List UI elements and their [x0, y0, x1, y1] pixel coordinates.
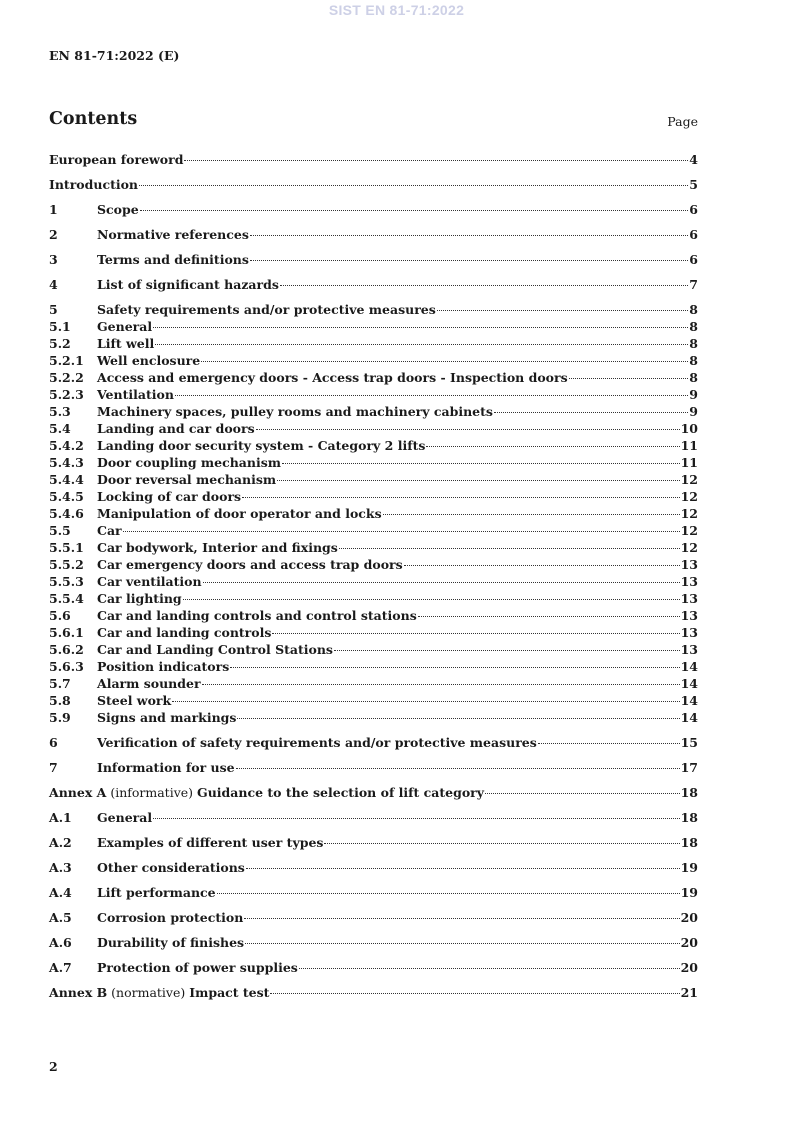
toc-entry[interactable]: [49, 251, 698, 268]
dot-leader: [237, 718, 679, 719]
dot-leader: [201, 361, 688, 362]
toc-entry-page: 15: [680, 735, 698, 750]
toc-entry[interactable]: [49, 386, 698, 403]
toc-entry-title: Door coupling mechanism: [97, 455, 281, 470]
toc-entry-title: Landing and car doors: [97, 421, 255, 436]
toc-entry-title: Car bodywork, Interior and fixings: [97, 540, 338, 555]
annex-type: (normative): [107, 985, 190, 1000]
dot-leader: [270, 993, 679, 994]
annex-title: Impact test: [189, 985, 270, 1000]
toc-entry[interactable]: [49, 573, 698, 590]
toc-entry-title: Car: [97, 523, 122, 538]
toc-entry[interactable]: [49, 859, 698, 876]
dot-leader: [277, 480, 679, 481]
toc-entry-page: 14: [680, 659, 698, 674]
toc-entry-number: A.7: [49, 960, 72, 975]
toc-entry-page: 5: [689, 177, 698, 192]
toc-entry-title: Information for use: [97, 760, 235, 775]
toc-entry-page: 12: [680, 540, 698, 555]
toc-entry[interactable]: [49, 759, 698, 776]
toc-entry-number: 5.4: [49, 421, 71, 436]
toc-entry-title: Other considerations: [97, 860, 245, 875]
toc-entry-number: 5.5.4: [49, 591, 84, 606]
toc-entry-title: Landing door security system - Category 2 lifts: [97, 438, 426, 453]
toc-entry-title: List of significant hazards: [97, 277, 279, 292]
annex-label: Annex B: [49, 985, 108, 1000]
dot-leader: [230, 667, 679, 668]
toc-entry-page: 11: [680, 455, 698, 470]
toc-entry-title: [49, 784, 484, 801]
toc-entry[interactable]: [49, 607, 698, 624]
toc-entry-page: 6: [689, 202, 698, 217]
toc-entry-number: 5.2.2: [49, 370, 84, 385]
dot-leader: [246, 868, 680, 869]
dot-leader: [183, 599, 680, 600]
toc-entry[interactable]: [49, 675, 698, 692]
page-column-label: Page: [667, 114, 698, 129]
dot-leader: [437, 310, 689, 311]
toc-entry[interactable]: [49, 352, 698, 369]
dot-leader: [153, 327, 688, 328]
dot-leader: [324, 843, 679, 844]
toc-entry-title: Manipulation of door operator and locks: [97, 506, 382, 521]
dot-leader: [184, 160, 688, 161]
toc-entry-page: 20: [680, 910, 698, 925]
toc-entry-page: 8: [689, 319, 698, 334]
toc-entry-page: 13: [680, 642, 698, 657]
toc-entry-page: 6: [689, 227, 698, 242]
toc-entry-number: 3: [49, 252, 58, 267]
dot-leader: [272, 633, 679, 634]
toc-entry-number: A.4: [49, 885, 72, 900]
toc-entry-title: Introduction: [49, 177, 139, 192]
dot-leader: [299, 968, 680, 969]
toc-entry-page: 17: [680, 760, 698, 775]
toc-entry-title: Locking of car doors: [97, 489, 242, 504]
toc-entry-title: Terms and definitions: [97, 252, 249, 267]
toc-entry-number: 5.3: [49, 404, 71, 419]
toc-entry-number: 5.4.4: [49, 472, 84, 487]
toc-entry[interactable]: [49, 226, 698, 243]
toc-entry[interactable]: [49, 454, 698, 471]
toc-entry-number: 5.5.3: [49, 574, 84, 589]
toc-entry[interactable]: [49, 959, 698, 976]
toc-entry-title: General: [97, 319, 153, 334]
toc-entry-title: Lift performance: [97, 885, 216, 900]
toc-entry[interactable]: [49, 934, 698, 951]
dot-leader: [282, 463, 680, 464]
toc-entry-title: Car and landing controls and control stations: [97, 608, 417, 623]
dot-leader: [202, 684, 680, 685]
dot-leader: [203, 582, 680, 583]
toc-entry-page: 13: [680, 625, 698, 640]
toc-entry-title: Car ventilation: [97, 574, 202, 589]
dot-leader: [139, 185, 688, 186]
dot-leader: [280, 285, 688, 286]
toc-entry-title: Well enclosure: [97, 353, 201, 368]
toc-entry[interactable]: [49, 420, 698, 437]
toc-entry-number: 6: [49, 735, 58, 750]
toc-entry-title: European foreword: [49, 152, 184, 167]
toc-entry-title: Examples of different user types: [97, 835, 324, 850]
toc-entry[interactable]: [49, 909, 698, 926]
toc-entry[interactable]: [49, 734, 698, 751]
toc-entry-number: 5.6.1: [49, 625, 84, 640]
toc-entry-page: 12: [680, 472, 698, 487]
toc-entry-page: 7: [689, 277, 698, 292]
toc-entry[interactable]: [49, 437, 698, 454]
toc-entry[interactable]: [49, 692, 698, 709]
toc-entry-page: 12: [680, 489, 698, 504]
dot-leader: [123, 531, 680, 532]
toc-entry[interactable]: [49, 151, 698, 168]
toc-entry-title: Car lighting: [97, 591, 182, 606]
dot-leader: [245, 943, 679, 944]
annex-type: (informative): [106, 785, 198, 800]
toc-entry-page: 13: [680, 608, 698, 623]
toc-entry[interactable]: [49, 369, 698, 386]
toc-entry[interactable]: [49, 709, 698, 726]
toc-entry-number: 5.2.3: [49, 387, 84, 402]
toc-entry-title: Alarm sounder: [97, 676, 201, 691]
toc-entry[interactable]: [49, 176, 698, 193]
toc-entry[interactable]: [49, 505, 698, 522]
toc-entry-page: 9: [689, 404, 698, 419]
toc-entry-title: Protection of power supplies: [97, 960, 298, 975]
toc-entry[interactable]: [49, 318, 698, 335]
toc-entry-number: 5.7: [49, 676, 71, 691]
document-header: EN 81-71:2022 (E): [49, 48, 180, 63]
toc-entry-page: 14: [680, 676, 698, 691]
toc-entry-number: 7: [49, 760, 58, 775]
toc-entry-number: 5.9: [49, 710, 71, 725]
toc-entry[interactable]: [49, 403, 698, 420]
toc-entry-title: Normative references: [97, 227, 249, 242]
toc-entry-title: General: [97, 810, 153, 825]
toc-entry-number: A.1: [49, 810, 72, 825]
toc-entry-title: Signs and markings: [97, 710, 237, 725]
toc-entry[interactable]: [49, 301, 698, 318]
toc-entry[interactable]: [49, 884, 698, 901]
toc-entry-page: 12: [680, 523, 698, 538]
dot-leader: [242, 497, 680, 498]
toc-entry-number: 5.5.2: [49, 557, 84, 572]
dot-leader: [175, 395, 688, 396]
toc-entry-number: 5.2.1: [49, 353, 84, 368]
toc-entry-title: Durability of finishes: [97, 935, 245, 950]
toc-entry-page: 18: [680, 835, 698, 850]
toc-entry[interactable]: [49, 471, 698, 488]
dot-leader: [140, 210, 689, 211]
dot-leader: [494, 412, 688, 413]
toc-entry-title: Safety requirements and/or protective measures: [97, 302, 436, 317]
toc-entry[interactable]: [49, 984, 698, 1001]
toc-entry[interactable]: [49, 641, 698, 658]
toc-entry-page: 13: [680, 557, 698, 572]
dot-leader: [172, 701, 679, 702]
toc-entry-number: 5.4.6: [49, 506, 84, 521]
toc-entry-number: 5: [49, 302, 58, 317]
toc-entry-page: 14: [680, 710, 698, 725]
toc-entry-number: 1: [49, 202, 58, 217]
toc-entry-title: Machinery spaces, pulley rooms and machinery cabinets: [97, 404, 493, 419]
toc-entry-title: Lift well: [97, 336, 155, 351]
toc-entry-number: A.6: [49, 935, 72, 950]
toc-entry-number: A.2: [49, 835, 72, 850]
page-number: 2: [49, 1059, 58, 1074]
toc-entry[interactable]: [49, 556, 698, 573]
dot-leader: [418, 616, 680, 617]
toc-entry-page: 21: [680, 985, 698, 1000]
toc-entry-page: 9: [689, 387, 698, 402]
toc-entry-title: Car and landing controls: [97, 625, 272, 640]
page-title: Contents: [49, 109, 138, 129]
toc-entry-number: 5.5.1: [49, 540, 84, 555]
toc-entry[interactable]: [49, 658, 698, 675]
toc-entry-page: 18: [680, 810, 698, 825]
dot-leader: [383, 514, 680, 515]
toc-entry-number: 5.4.2: [49, 438, 84, 453]
toc-entry[interactable]: [49, 834, 698, 851]
toc-entry-number: 5.6.3: [49, 659, 84, 674]
toc-entry[interactable]: [49, 488, 698, 505]
toc-entry-page: 10: [680, 421, 698, 436]
toc-entry-number: 5.6.2: [49, 642, 84, 657]
toc-entry[interactable]: [49, 522, 698, 539]
toc-entry-page: 14: [680, 693, 698, 708]
toc-entry-number: 2: [49, 227, 58, 242]
dot-leader: [217, 893, 680, 894]
toc-entry-page: 18: [680, 785, 698, 800]
dot-leader: [256, 429, 680, 430]
table-of-contents: [49, 151, 698, 1001]
toc-entry[interactable]: [49, 539, 698, 556]
toc-entry-number: 5.2: [49, 336, 71, 351]
toc-entry-page: 12: [680, 506, 698, 521]
toc-entry-page: 20: [680, 935, 698, 950]
dot-leader: [244, 918, 679, 919]
dot-leader: [339, 548, 680, 549]
watermark: SIST EN 81-71:2022: [328, 2, 465, 18]
toc-entry[interactable]: [49, 784, 698, 801]
toc-entry[interactable]: [49, 590, 698, 607]
toc-entry-number: 5.5: [49, 523, 71, 538]
toc-entry-page: 4: [689, 152, 698, 167]
toc-entry-page: 8: [689, 370, 698, 385]
annex-title: Guidance to the selection of lift category: [197, 785, 485, 800]
toc-entry-number: 5.6: [49, 608, 71, 623]
toc-entry-title: Verification of safety requirements and/or protective measures: [97, 735, 537, 750]
toc-entry-title: Ventilation: [97, 387, 174, 402]
dot-leader: [250, 260, 688, 261]
annex-label: Annex A: [49, 785, 107, 800]
toc-entry-title: Car and Landing Control Stations: [97, 642, 333, 657]
dot-leader: [155, 344, 688, 345]
dot-leader: [485, 793, 680, 794]
toc-entry-page: 19: [680, 885, 698, 900]
toc-entry-number: A.3: [49, 860, 72, 875]
toc-entry-number: A.5: [49, 910, 72, 925]
toc-entry-number: 5.4.5: [49, 489, 84, 504]
dot-leader: [153, 818, 679, 819]
dot-leader: [404, 565, 680, 566]
toc-entry-number: 5.1: [49, 319, 71, 334]
toc-entry-title: Scope: [97, 202, 139, 217]
toc-entry[interactable]: [49, 201, 698, 218]
toc-entry-title: [49, 984, 269, 1001]
toc-entry-page: 8: [689, 353, 698, 368]
dot-leader: [334, 650, 680, 651]
toc-entry-title: Car emergency doors and access trap doors: [97, 557, 403, 572]
toc-entry-title: Door reversal mechanism: [97, 472, 277, 487]
toc-entry-page: 20: [680, 960, 698, 975]
toc-entry[interactable]: [49, 809, 698, 826]
toc-entry-page: 11: [680, 438, 698, 453]
dot-leader: [236, 768, 680, 769]
toc-entry-number: 5.8: [49, 693, 71, 708]
toc-entry[interactable]: [49, 276, 698, 293]
toc-entry-title: Corrosion protection: [97, 910, 244, 925]
toc-entry-title: Steel work: [97, 693, 172, 708]
dot-leader: [569, 378, 689, 379]
toc-entry[interactable]: [49, 624, 698, 641]
dot-leader: [538, 743, 680, 744]
toc-entry-page: 19: [680, 860, 698, 875]
toc-entry-number: 4: [49, 277, 58, 292]
toc-entry-title: Position indicators: [97, 659, 230, 674]
dot-leader: [426, 446, 679, 447]
toc-entry-number: 5.4.3: [49, 455, 84, 470]
dot-leader: [250, 235, 688, 236]
toc-entry[interactable]: [49, 335, 698, 352]
toc-entry-page: 13: [680, 574, 698, 589]
toc-entry-page: 13: [680, 591, 698, 606]
toc-entry-title: Access and emergency doors - Access trap doors - Inspection doors: [97, 370, 568, 385]
toc-entry-page: 6: [689, 252, 698, 267]
toc-entry-page: 8: [689, 336, 698, 351]
toc-entry-page: 8: [689, 302, 698, 317]
